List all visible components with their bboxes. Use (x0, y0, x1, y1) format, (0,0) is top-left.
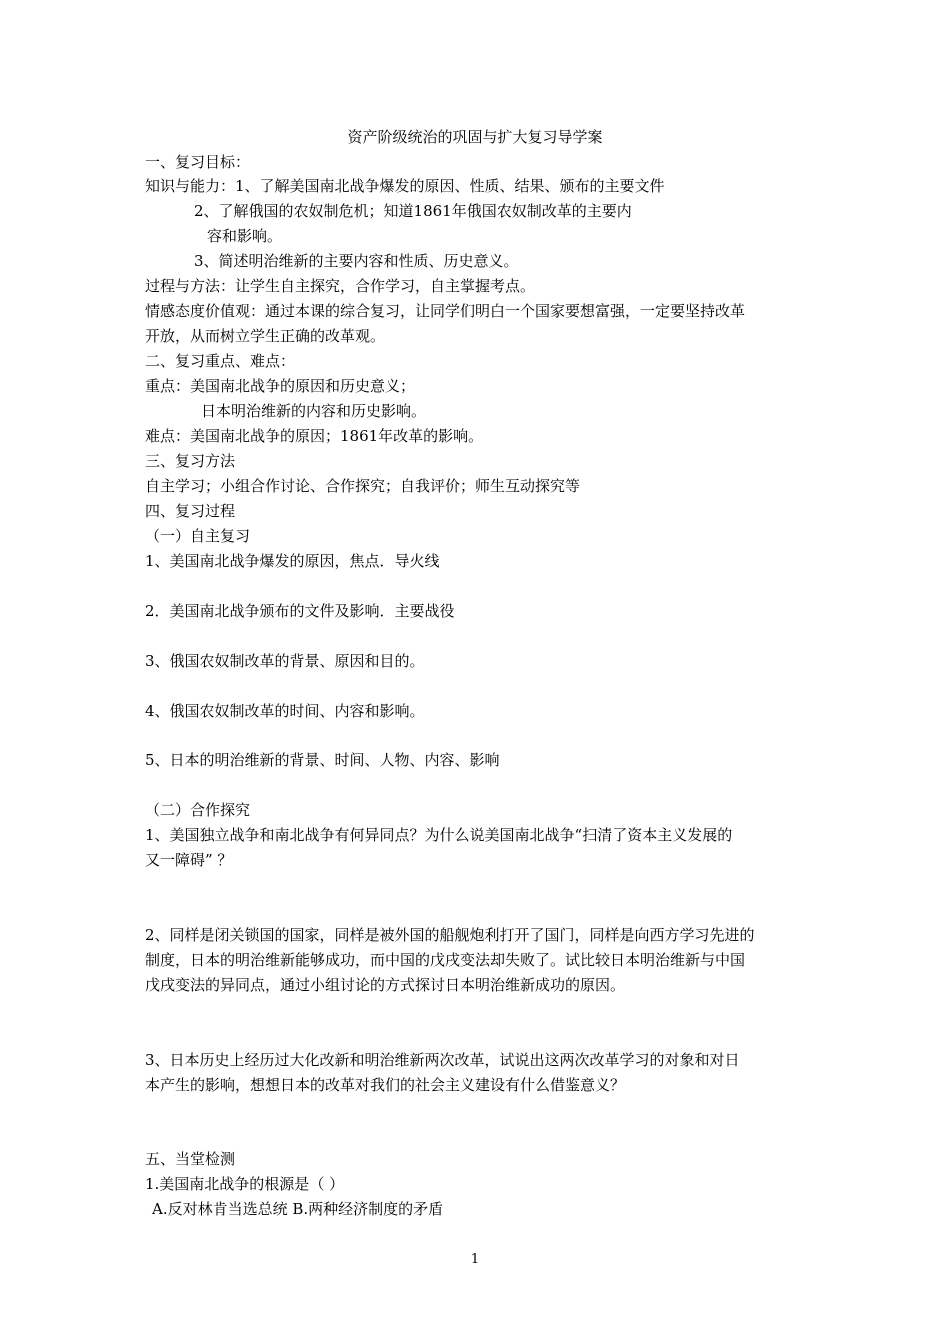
text-line: 本产生的影响，想想日本的改革对我们的社会主义建设有什么借鉴意义？ (145, 1076, 626, 1094)
subsection-heading-self-review: （一）自主复习 (145, 527, 251, 545)
answer-options: A.反对林肯当选总统 B.两种经济制度的矛盾 (152, 1200, 444, 1218)
text-line: 戊戌变法的异同点，通过小组讨论的方式探讨日本明治维新成功的原因。 (145, 976, 626, 994)
question-item: 4、俄国农奴制改革的时间、内容和影响。 (145, 702, 425, 720)
text-line: 自主学习；小组合作讨论、合作探究；自我评价；师生互动探究等 (145, 477, 581, 495)
section-heading-process: 四、复习过程 (145, 502, 236, 520)
text-line: 过程与方法：让学生自主探究，合作学习，自主掌握考点。 (145, 277, 536, 295)
subsection-heading-cooperative: （二）合作探究 (145, 801, 251, 819)
text-line: 情感态度价值观：通过本课的综合复习，让同学们明白一个国家要想富强，一定要坚持改革 (145, 302, 746, 320)
question-item: 3、俄国农奴制改革的背景、原因和目的。 (145, 652, 425, 670)
text-line: 2、了解俄国的农奴制危机；知道1861年俄国农奴制改革的主要内 (194, 202, 632, 220)
text-line: 容和影响。 (207, 227, 283, 245)
section-heading-key-points: 二、复习重点、难点： (145, 352, 296, 370)
text-line: 制度，日本的明治维新能够成功，而中国的戊戌变法却失败了。试比较日本明治维新与中国 (145, 951, 746, 969)
page-number: 1 (470, 1252, 480, 1267)
question-item: 2、同样是闭关锁国的国家，同样是被外国的船舰炮利打开了国门，同样是向西方学习先进的 (145, 926, 755, 944)
question-item: 1、美国南北战争爆发的原因，焦点．导火线 (145, 552, 440, 570)
text-line: 知识与能力：1、了解美国南北战争爆发的原因、性质、结果、颁布的主要文件 (145, 177, 665, 195)
section-heading-methods: 三、复习方法 (145, 452, 236, 470)
text-line: 开放，从而树立学生正确的改革观。 (145, 327, 386, 345)
question-item: 3、日本历史上经历过大化改新和明治维新两次改革，试说出这两次改革学习的对象和对日 (145, 1051, 740, 1069)
text-line: 日本明治维新的内容和历史影响。 (201, 402, 427, 420)
section-heading-test: 五、当堂检测 (145, 1150, 236, 1168)
section-heading-objectives: 一、复习目标： (145, 153, 251, 171)
text-line: 又一障碍” ？ (145, 851, 233, 869)
test-question: 1.美国南北战争的根源是（ ） (145, 1175, 345, 1193)
question-item: 1、美国独立战争和南北战争有何异同点？为什么说美国南北战争“扫清了资本主义发展的 (145, 826, 733, 844)
text-line: 3、简述明治维新的主要内容和性质、历史意义。 (194, 252, 519, 270)
text-line: 难点：美国南北战争的原因；1861年改革的影响。 (145, 427, 484, 445)
question-item: 2．美国南北战争颁布的文件及影响．主要战役 (145, 602, 455, 620)
document-title: 资产阶级统治的巩固与扩大复习导学案 (347, 128, 603, 146)
question-item: 5、日本的明治维新的背景、时间、人物、内容、影响 (145, 751, 500, 769)
text-line: 重点：美国南北战争的原因和历史意义； (145, 377, 416, 395)
